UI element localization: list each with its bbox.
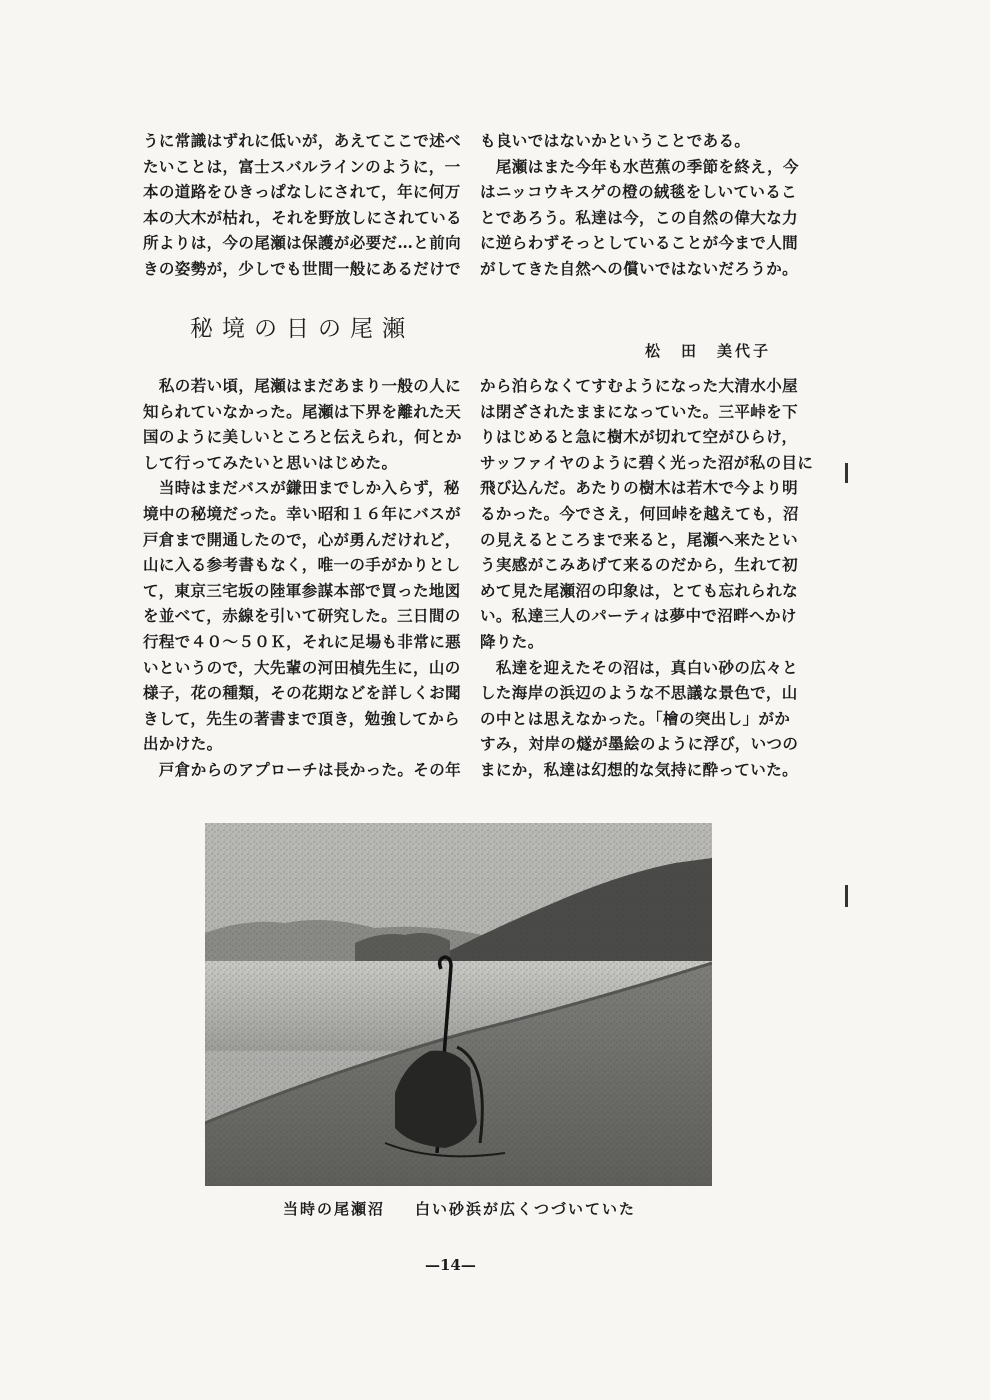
- lake-photo: [205, 823, 712, 1186]
- text-line: 様子，花の種類，その花期などを詳しくお聞: [143, 683, 462, 703]
- text-line: がしてきた自然への償いではないだろうか。: [480, 258, 799, 278]
- text-line: に逆らわずそっとしていることが今まで人間: [480, 233, 799, 253]
- text-line: 本の道路をひきっぱなしにされて，年に何万: [143, 182, 461, 202]
- text-line: たいことは，富士スバルラインのように，一: [143, 156, 461, 176]
- author-name: 松 田 美代子: [645, 342, 772, 360]
- lake-photo-illustration: [205, 823, 712, 1186]
- text-line: 所よりは，今の尾瀬は保護が必要だ…と前向: [143, 233, 462, 253]
- text-line: う実感がこみあげて来るのだから，生れて初: [480, 555, 799, 575]
- caption-label: 当時の尾瀬沼: [283, 1200, 386, 1218]
- text-line: 私の若い頃，尾瀬はまだあまり一般の人に: [143, 376, 462, 395]
- text-line: きの姿勢が，少しでも世間一般にあるだけで: [143, 258, 462, 278]
- text-column-right-top: [480, 128, 799, 282]
- text-line: とであろう。私達は今，この自然の偉大な力: [480, 207, 799, 227]
- text-line: サッファイヤのように碧く光った沼が私の目に: [480, 452, 814, 472]
- text-line: すみ，対岸の燧が墨絵のように浮び，いつの: [480, 734, 799, 754]
- text-line: 本の大木が枯れ，それを野放しにされている: [143, 207, 462, 227]
- text-line: りはじめると急に樹木が切れて空がひらけ，: [480, 427, 798, 447]
- text-line: の見えるところまで来ると，尾瀬へ来たとい: [480, 529, 799, 549]
- text-line: て，東京三宅坂の陸軍参謀本部で買った地図: [143, 580, 461, 600]
- text-line: を並べて，赤線を引いて研究した。三日間の: [143, 606, 461, 626]
- text-line: 尾瀬はまた今年も水芭蕉の季節を終え，今: [480, 156, 799, 176]
- photo-caption: [283, 1198, 636, 1219]
- text-line: 戸倉からのアプローチは長かった。その年: [143, 759, 462, 779]
- text-line: 知られていなかった。尾瀬は下界を離れた天: [143, 401, 462, 421]
- page-number: —14—: [425, 1256, 476, 1274]
- scan-mark: [845, 885, 848, 907]
- text-line: から泊らなくてすむようになった大清水小屋: [480, 376, 799, 395]
- text-line: うに常識はずれに低いが，あえてここで述べ: [143, 131, 462, 150]
- text-line: の中とは思えなかった。「檜の突出し」がか: [480, 708, 791, 728]
- text-line: まにか，私達は幻想的な気持に酔っていた。: [480, 759, 799, 779]
- text-column-left-main: [143, 373, 462, 783]
- text-line: した海岸の浜辺のような不思議な景色で，山: [480, 683, 798, 703]
- text-line: して行ってみたいと思いはじめた。: [143, 452, 398, 472]
- text-line: い。私達三人のパーティは夢中で沼畔へかけ: [480, 606, 797, 626]
- text-line: 山に入る参考書もなく，唯一の手がかりとし: [143, 555, 461, 575]
- text-line: 行程で４０〜５０Ｋ，それに足場も非常に悪: [143, 631, 462, 651]
- text-line: 境中の秘境だった。幸い昭和１６年にバスが: [143, 503, 462, 523]
- article-title: 秘境の日の尾瀬: [190, 316, 414, 342]
- scan-mark: [845, 463, 848, 483]
- text-line: きして，先生の著書まで頂き，勉強してから: [143, 708, 461, 728]
- caption-text: 白い砂浜が広くつづいていた: [415, 1200, 637, 1218]
- text-line: 飛び込んだ。あたりの樹木は若木で今より明: [480, 478, 799, 498]
- text-line: 私達を迎えたその沼は，真白い砂の広々と: [480, 657, 799, 677]
- text-line: るかった。今でさえ，何回峠を越えても，沼: [480, 503, 799, 523]
- text-column-right-main: [480, 373, 814, 783]
- text-column-left-top: [143, 128, 462, 282]
- text-line: めて見た尾瀬沼の印象は，とても忘れられな: [480, 580, 799, 600]
- text-line: 当時はまだバスが鎌田までしか入らず，秘: [143, 478, 460, 498]
- text-line: は閉ざされたままになっていた。三平峠を下: [480, 401, 799, 421]
- text-line: も良いではないかということである。: [480, 131, 751, 150]
- text-line: いというので，大先輩の河田楨先生に，山の: [143, 657, 461, 677]
- text-line: はニッコウキスゲの橙の絨毯をしいているこ: [480, 182, 798, 202]
- text-line: 戸倉まで開通したので，心が勇んだけれど，: [143, 529, 461, 549]
- text-line: 出かけた。: [143, 734, 223, 754]
- text-line: 国のように美しいところと伝えられ，何とか: [143, 427, 462, 447]
- text-line: 降りた。: [480, 631, 544, 651]
